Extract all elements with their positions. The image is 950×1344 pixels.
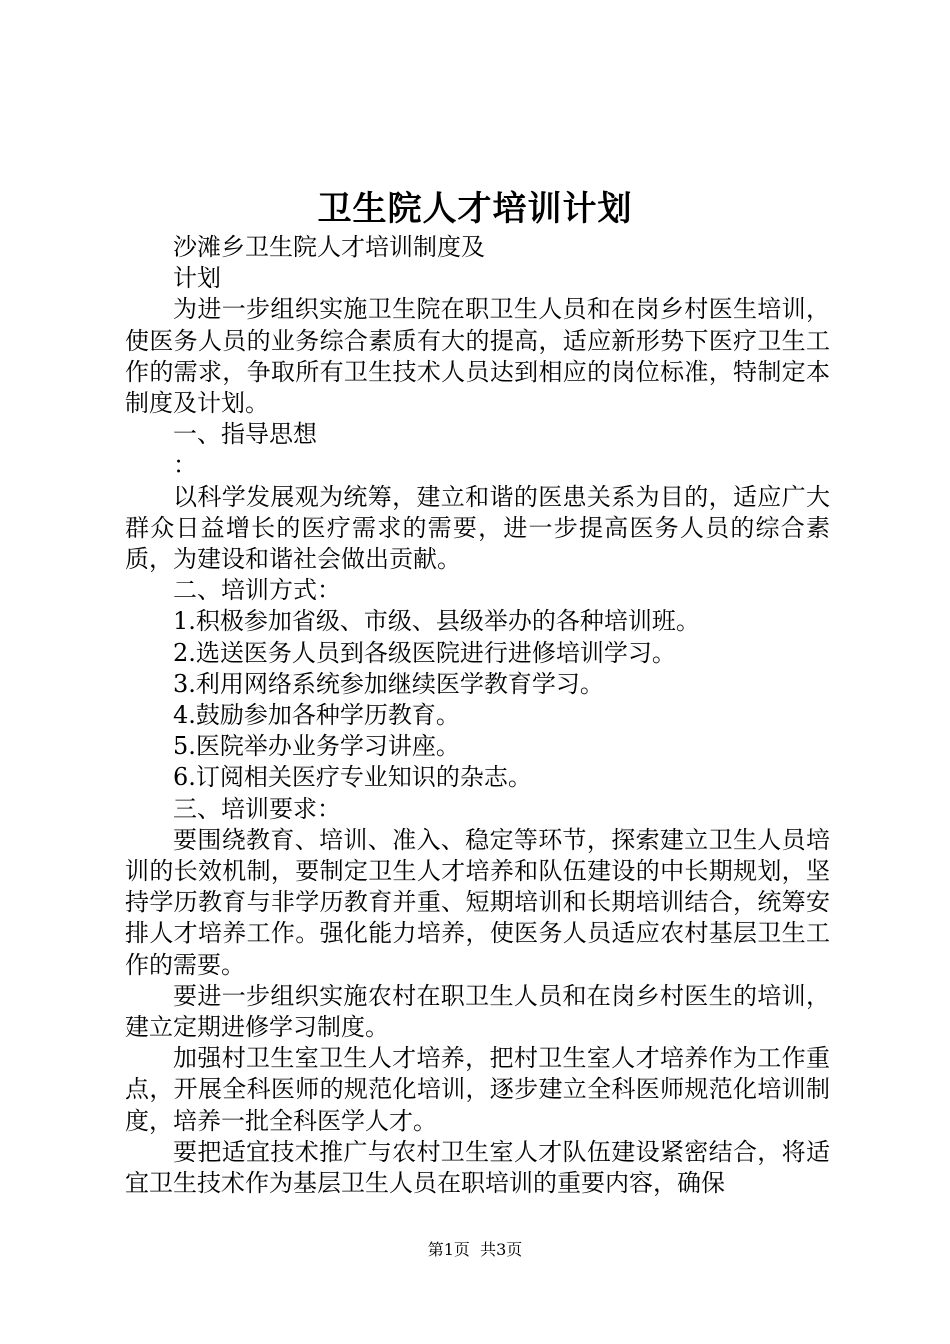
page-footer (0, 1238, 950, 1262)
paragraph-subtitle-line1: 沙滩乡卫生院人才培训制度及 (173, 233, 485, 261)
list-item-method-3: 3.利用网络系统参加继续医学教育学习。 (173, 669, 604, 698)
page-number: 第1页 (427, 1240, 470, 1259)
paragraph-colon: ： (173, 451, 197, 480)
section-heading-training-methods: 二、培训方式： (173, 576, 341, 605)
section-heading-guiding-thought: 一、指导思想 (173, 420, 317, 449)
paragraph-requirements-1: 要围绕教育、培训、准入、稳定等环节，探索建立卫生人员培训的长效机制，要制定卫生人才培养和队伍建设的中长期规划，坚持学历教育与非学历教育并重、短期培训和长期培训结合，统筹安排人才培养工作。强化能力培养，使医务人员适应农村基层卫生工作的需要。 (125, 825, 830, 979)
list-item-method-4: 4.鼓励参加各种学历教育。 (173, 701, 460, 730)
paragraph-requirements-3: 加强村卫生室卫生人才培养，把村卫生室人才培养作为工作重点，开展全科医师的规范化培训，逐步建立全科医师规范化培训制度，培养一批全科医学人才。 (125, 1044, 830, 1135)
paragraph-subtitle-line2: 计划 (173, 264, 221, 293)
section-heading-training-requirements: 三、培训要求： (173, 794, 341, 823)
document-body (125, 232, 830, 1199)
footer-spacer (470, 1240, 480, 1259)
paragraph-requirements-2: 要进一步组织实施农村在职卫生人员和在岗乡村医生的培训，建立定期进修学习制度。 (125, 981, 830, 1042)
paragraph-guiding-thought: 以科学发展观为统筹，建立和谐的医患关系为目的，适应广大群众日益增长的医疗需求的需要，进一步提高医务人员的综合素质，为建设和谐社会做出贡献。 (125, 482, 830, 574)
list-item-method-1: 1.积极参加省级、市级、县级举办的各种培训班。 (173, 607, 700, 636)
paragraph-intro: 为进一步组织实施卫生院在职卫生人员和在岗乡村医生培训，使医务人员的业务综合素质有大的提高，适应新形势下医疗卫生工作的需求，争取所有卫生技术人员达到相应的岗位标准，特制定本制度及计划。 (125, 295, 830, 418)
page-total: 共3页 (480, 1240, 523, 1259)
list-item-method-6: 6.订阅相关医疗专业知识的杂志。 (173, 763, 532, 792)
document-title: 卫生院人才培训计划 (317, 189, 633, 229)
list-item-method-5: 5.医院举办业务学习讲座。 (173, 732, 460, 761)
paragraph-requirements-4: 要把适宜技术推广与农村卫生室人才队伍建设紧密结合，将适宜卫生技术作为基层卫生人员在职培训的重要内容，确保 (125, 1137, 830, 1198)
list-item-method-2: 2.选送医务人员到各级医院进行进修培训学习。 (173, 638, 676, 667)
